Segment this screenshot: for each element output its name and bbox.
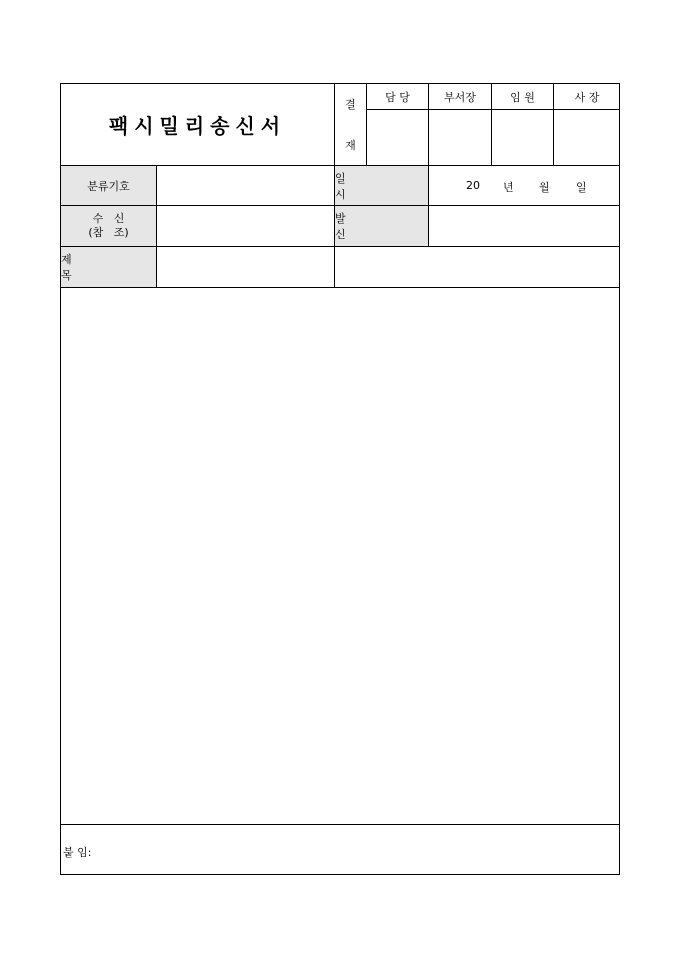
date-month-label: 월 xyxy=(539,181,550,194)
date-year-label: 년 xyxy=(503,181,514,194)
attachment-label: 붙 임: xyxy=(63,846,92,859)
approval-col-executive: 임 원 xyxy=(510,90,535,104)
classification-field[interactable] xyxy=(157,166,334,205)
subject-label: 제 목 xyxy=(61,247,156,287)
approval-label-top: 결 xyxy=(345,98,356,111)
approval-sign-dept-head[interactable] xyxy=(429,110,491,165)
form-title: 팩시밀리송신서 xyxy=(108,114,287,138)
approval-sign-manager[interactable] xyxy=(367,110,428,165)
recipient-label-line2: (참 조) xyxy=(88,226,129,239)
recipient-label-line1: 수 신 xyxy=(92,212,125,225)
recipient-field[interactable] xyxy=(157,206,334,246)
recipient-label xyxy=(61,206,156,246)
date-day-label: 일 xyxy=(576,181,587,194)
classification-label: 분류기호 xyxy=(61,166,156,205)
subject-field[interactable] xyxy=(157,247,620,287)
approval-col-manager: 담 당 xyxy=(385,90,410,104)
approval-col-president: 사 장 xyxy=(574,90,600,104)
datetime-field[interactable] xyxy=(429,166,620,205)
approval-sign-president[interactable] xyxy=(554,110,620,165)
approval-sign-executive[interactable] xyxy=(492,110,553,165)
attachment-field[interactable] xyxy=(111,825,620,874)
approval-col-dept-head: 부서장 xyxy=(444,90,476,104)
date-year-prefix: 20 xyxy=(466,179,480,192)
sender-field[interactable] xyxy=(429,206,620,246)
sender-label: 발 신 xyxy=(335,206,428,246)
fax-cover-form xyxy=(60,83,620,875)
approval-label-bottom: 재 xyxy=(345,138,356,152)
message-body-area[interactable] xyxy=(61,288,620,824)
datetime-label: 일 시 xyxy=(335,166,428,205)
